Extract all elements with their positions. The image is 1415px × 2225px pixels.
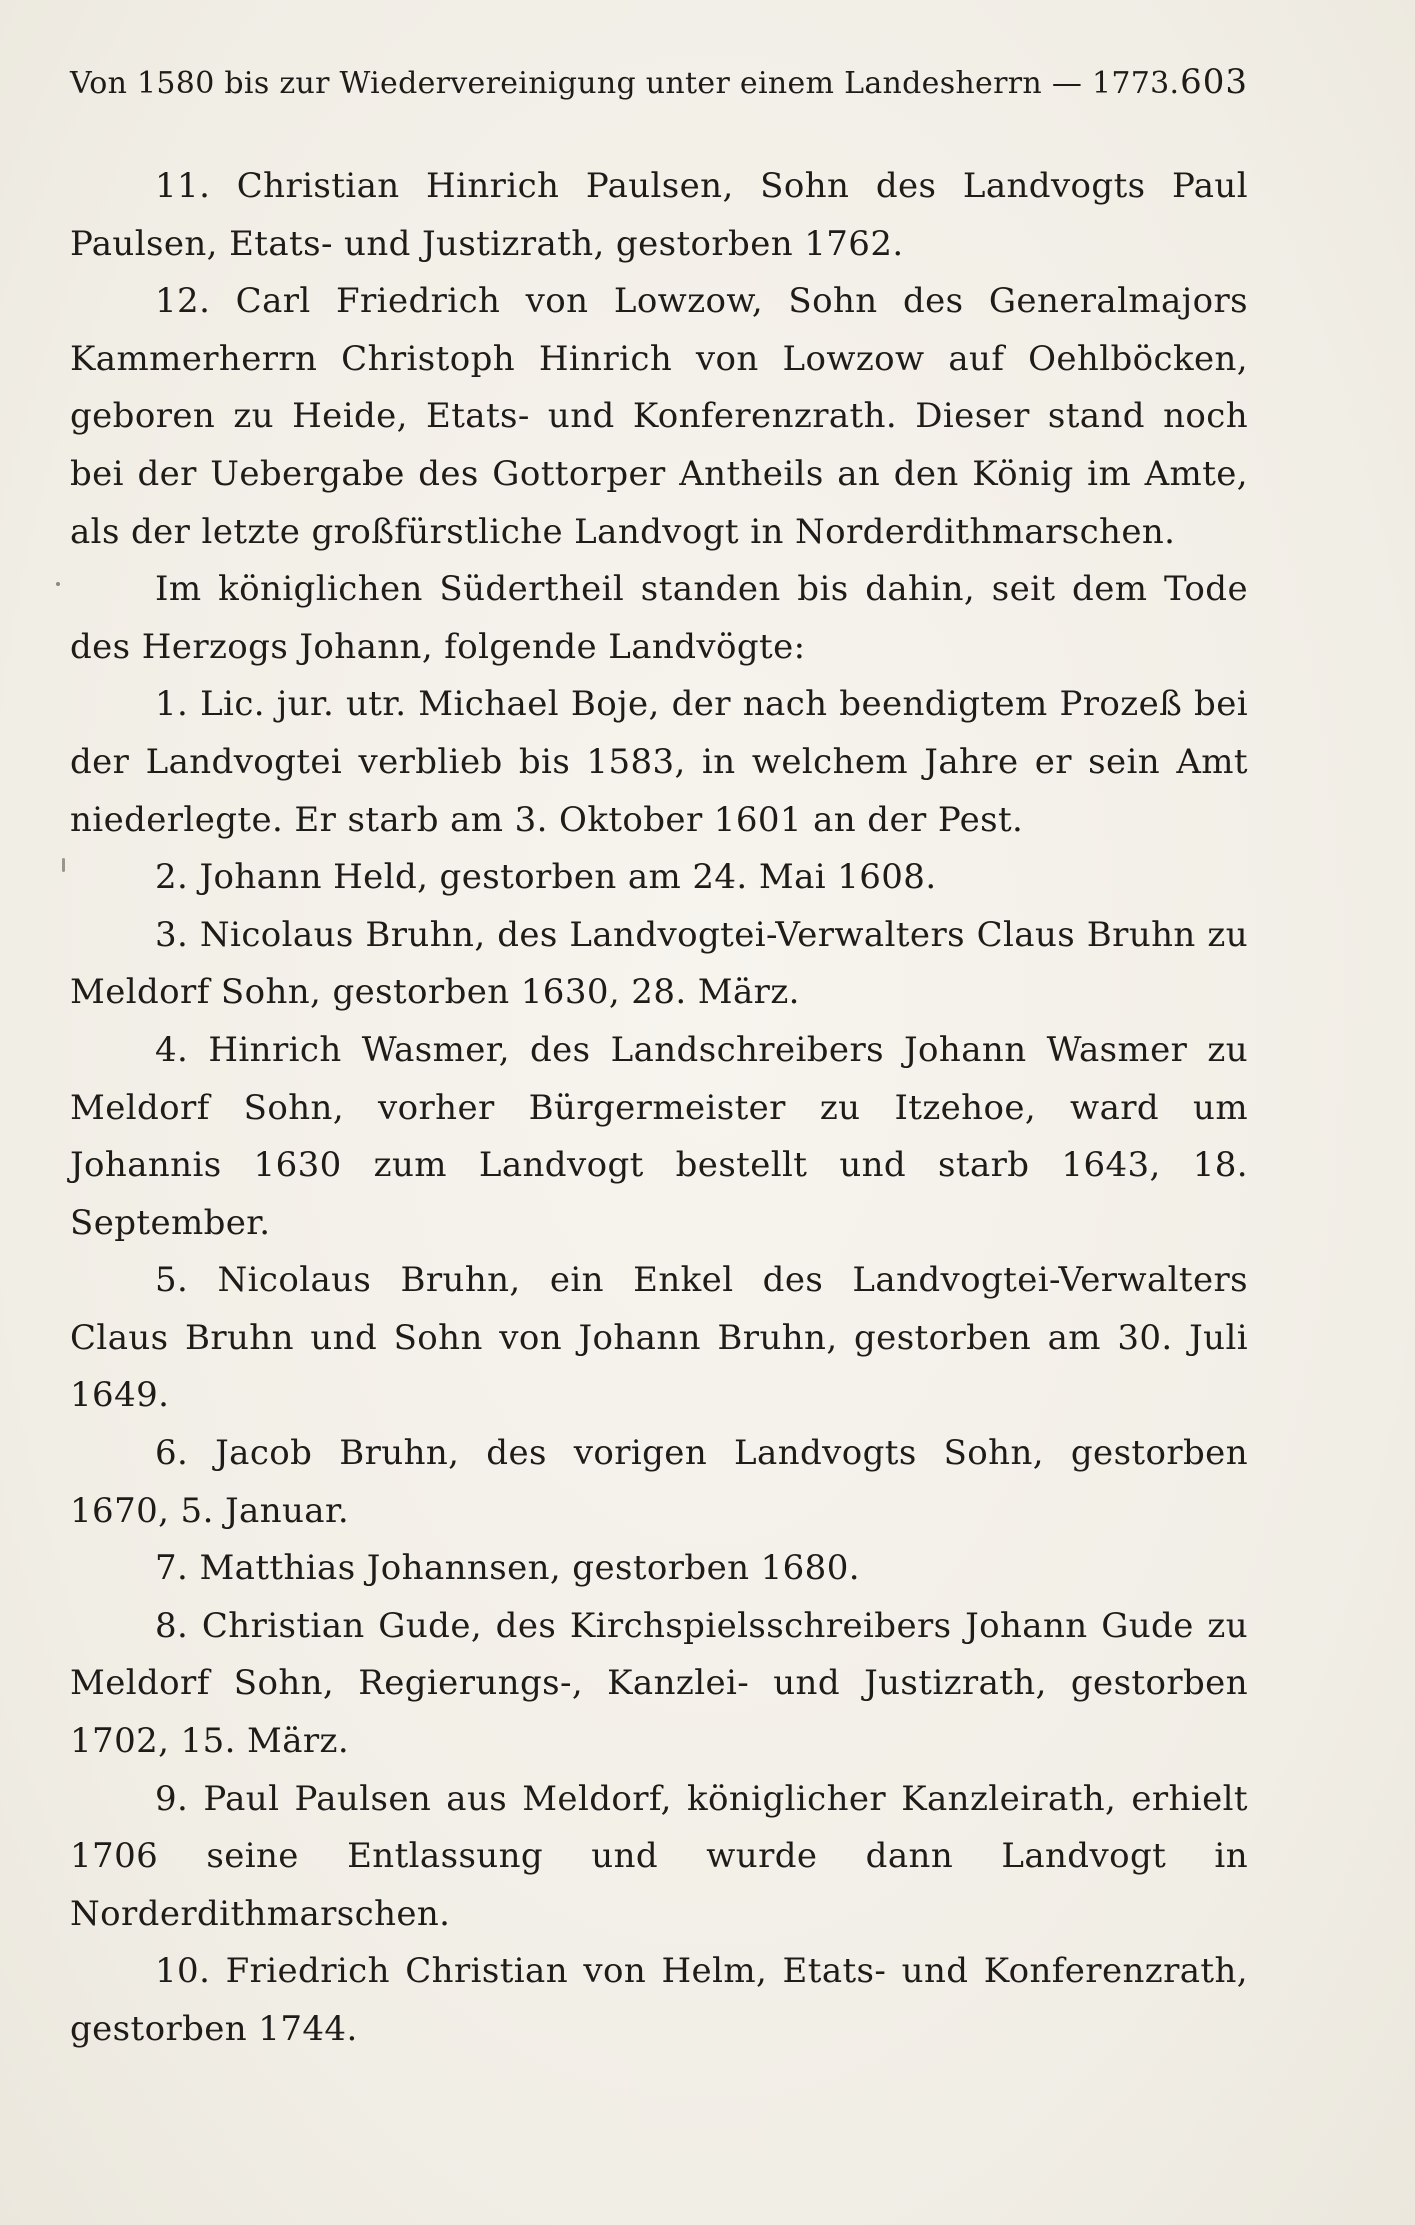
page-number: 603	[1180, 62, 1248, 102]
entry-10: 10. Friedrich Christian von Helm, Etats- und Konferenzrath, gestorben 1744.	[70, 1951, 1248, 2049]
entry-7: 7. Matthias Johannsen, gestorben 1680.	[155, 1548, 860, 1589]
entry-2: 2. Johann Held, gestorben am 24. Mai 1608.	[155, 857, 937, 898]
page-header	[70, 62, 1248, 102]
entry-8: 8. Christian Gude, des Kirchspielsschreibers Johann Gude zu Meldorf Sohn, Regierungs-, Kanzlei- und Justizrath, gestorben 1702, 15. März.	[70, 1605, 1248, 1762]
paper-speck	[56, 582, 60, 586]
entry-3: 3. Nicolaus Bruhn, des Landvogtei-Verwalters Claus Bruhn zu Meldorf Sohn, gestorben 1630, 28. März.	[70, 914, 1248, 1013]
entry-4: 4. Hinrich Wasmer, des Landschreibers Johann Wasmer zu Meldorf Sohn, vorher Bürgermeister zu Itzehoe, ward um Johannis 1630 zum Landvogt bestellt und starb 1643, 18. September.	[70, 1029, 1248, 1243]
section-intro: Im königlichen Südertheil standen bis dahin, seit dem Tode des Herzogs Johann, folgende Landvögte:	[70, 569, 1248, 667]
entry-9: 9. Paul Paulsen aus Meldorf, königlicher Kanzleirath, erhielt 1706 seine Entlassung und wurde dann Landvogt in Norderdithmarschen.	[70, 1778, 1248, 1934]
margin-mark	[62, 858, 65, 872]
body-text	[70, 158, 1248, 2059]
entry-5: 5. Nicolaus Bruhn, ein Enkel des Landvogtei-Verwalters Claus Bruhn und Sohn von Johann Bruhn, gestorben am 30. Juli 1649.	[70, 1260, 1248, 1416]
entry-12: 12. Carl Friedrich von Lowzow, Sohn des Generalmajors Kammerherrn Christoph Hinrich von Lowzow auf Oehlböcken, geboren zu Heide, Etats- und Konferenzrath. Dieser stand noch bei der Uebergabe des Gottorper Antheils an den König im Amte, als der letzte großfürstliche Landvogt in Norderdithmarschen.	[70, 281, 1248, 552]
running-title: Von 1580 bis zur Wiedervereinigung unter einem Landesherrn — 1773.	[70, 66, 1180, 101]
entry-11: 11. Christian Hinrich Paulsen, Sohn des Landvogts Paul Paulsen, Etats- und Justizrath, gestorben 1762.	[70, 166, 1248, 264]
entry-6: 6. Jacob Bruhn, des vorigen Landvogts Sohn, gestorben 1670, 5. Januar.	[70, 1433, 1248, 1531]
entry-1: 1. Lic. jur. utr. Michael Boje, der nach beendigtem Prozeß bei der Landvogtei verblieb bis 1583, in welchem Jahre er sein Amt niederlegte. Er starb am 3. Oktober 1601 an der Pest.	[70, 684, 1248, 840]
